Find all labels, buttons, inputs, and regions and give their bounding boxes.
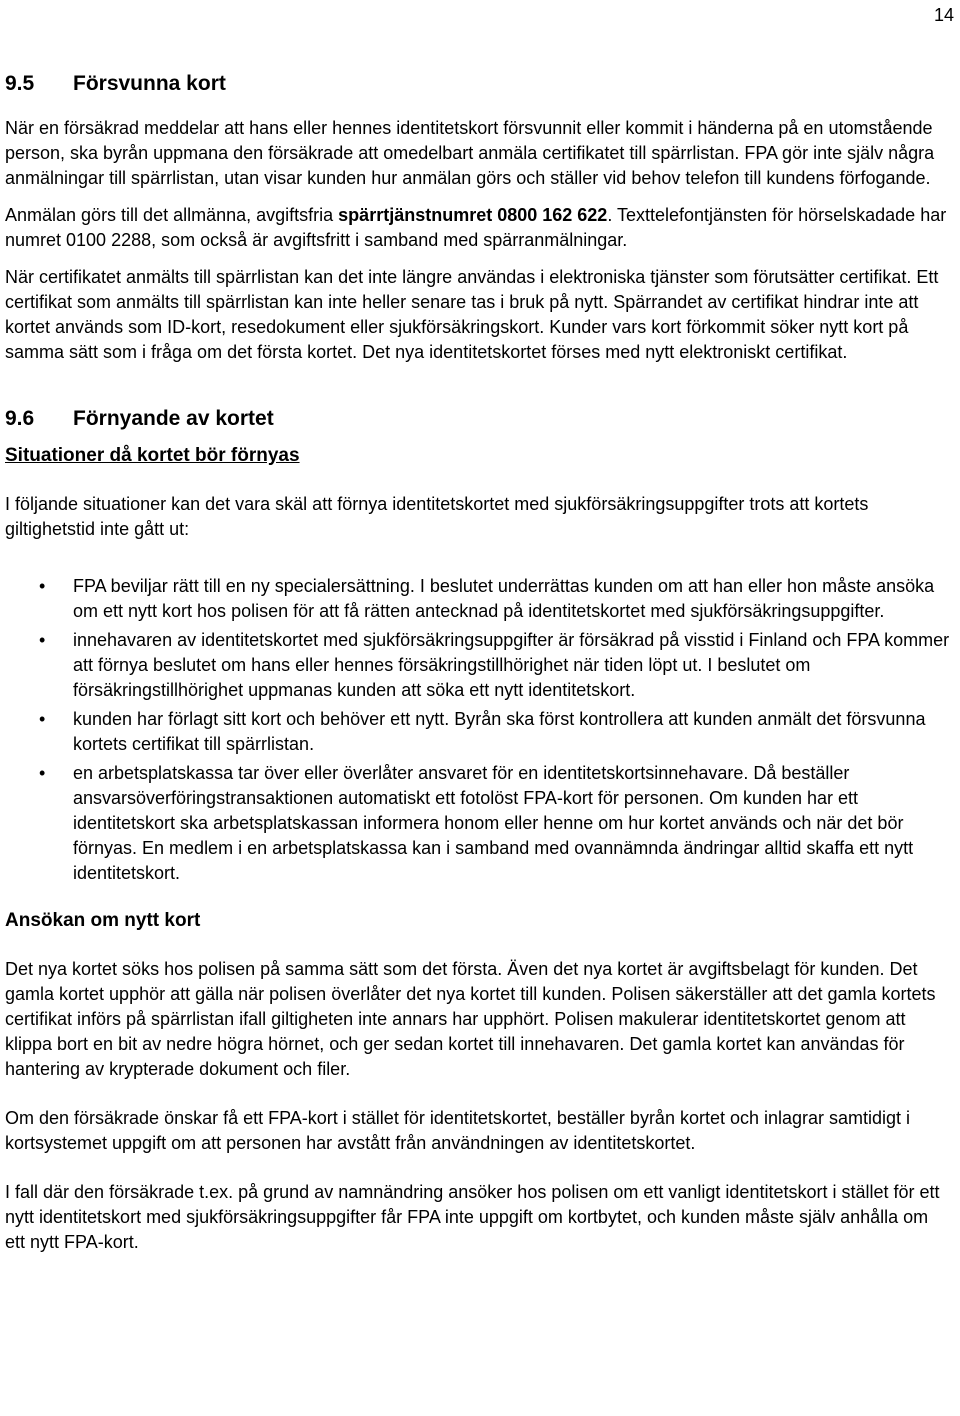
- list-item: • en arbetsplatskassa tar över eller överlåter ansvaret för en identitetskortsinnehavare. Då beställer ansvarsöverföringstransaktionen automatiskt ett fotolöst FPA-kort för personen. Om kunden har ett identitetskort ska arbetsplatskassan informera honom eller henne om hur kortet används och när det bör förnyas. En medlem i en arbetsplatskassa kan i samband med ovannämnda ändringar alltid skaffa ett nytt identitetskort.: [39, 763, 914, 883]
- paragraph-report-number: [5, 203, 953, 253]
- section-number: 9.6: [5, 407, 35, 430]
- paragraph-lost-card: När en försäkrad meddelar att hans eller hennes identitetskort försvunnit eller kommit i händerna på en utomstående person, ska byrån uppmana den försäkrade att omedelbart anmäla certifikatet till spärrlistan. FPA gör inte själv några anmälningar till spärrlistan, utan visar kunden hur anmälan görs och ställer vid behov telefon till kundens förfogande.: [5, 118, 935, 188]
- report-text-pre: Anmälan görs till det allmänna, avgiftsfria: [5, 205, 339, 225]
- list-item: • kunden har förlagt sitt kort och behöver ett nytt. Byrån ska först kontrollera att kunden anmält det försvunna kortets certifikat till spärrlistan.: [39, 709, 926, 754]
- bullet-icon: •: [39, 709, 46, 729]
- section-title: Förnyande av kortet: [73, 407, 274, 430]
- section-heading-9-5: [5, 70, 953, 98]
- document-body: [5, 70, 953, 1255]
- paragraph-new-card-application: Det nya kortet söks hos polisen på samma sätt som det första. Även det nya kortet är avgiftsbelagt för kunden. Det gamla kortet upphör att gälla när polisen överlåter det nya kortet till kunden. Polisen säkerställer att det gamla kortets certifikat införs på spärrlistan ifall giltigheten inte annars har upphört. Polisen makulerar identitetskortet genom att klippa bort en bit av nedre högra hörnet, och ger sedan kortet till innehavaren. Det gamla kortet kan användas för hantering av krypterade dokument och filer.: [5, 959, 936, 1079]
- subheading-renewal-situations: Situationer då kortet bör förnyas: [5, 445, 300, 466]
- list-item: • innehavaren av identitetskortet med sjukförsäkringsuppgifter är försäkrad på visstid i Finland och FPA kommer att förnya beslutet om hans eller hennes försäkringstillhörighet när tiden löpt ut. I beslutet om försäkringstillhörighet uppmanas kunden att söka ett nytt identitetskort.: [39, 630, 950, 700]
- renewal-reasons-list: [5, 574, 953, 886]
- page-number: 14: [934, 5, 955, 25]
- report-text-post: . Texttelefontjänsten för hörselskadade har numret 0100 2288, som också är avgiftsfritt i samband med spärranmälningar.: [5, 205, 947, 250]
- paragraph-name-change: I fall där den försäkrade t.ex. på grund av namnändring ansöker hos polisen om ett vanligt identitetskort i stället för ett nytt identitetskort med sjukförsäkringsuppgifter får FPA inte uppgift om kortbytet, och kunden måste själv anhålla om ett nytt FPA-kort.: [5, 1182, 940, 1252]
- paragraph-renewal-intro: I följande situationer kan det vara skäl att förnya identitetskortet med sjukförsäkringsuppgifter trots att kortets giltighetstid inte gått ut:: [5, 494, 869, 539]
- subheading-new-card-application: Ansökan om nytt kort: [5, 910, 201, 931]
- section-number: 9.5: [5, 72, 35, 95]
- bullet-icon: •: [39, 576, 46, 596]
- bullet-icon: •: [39, 630, 46, 650]
- block-service-number: spärrtjänstnumret 0800 162 622: [338, 205, 608, 225]
- paragraph-fpa-card: Om den försäkrade önskar få ett FPA-kort i stället för identitetskortet, beställer byrån kortet och inlagrar samtidigt i kortsystemet uppgift om att personen har avstått från användningen av identitetskortet.: [5, 1108, 911, 1153]
- bullet-icon: •: [39, 763, 46, 783]
- section-title: Försvunna kort: [73, 72, 226, 95]
- section-heading-9-6: [5, 405, 953, 433]
- paragraph-certificate-blocked: När certifikatet anmälts till spärrlistan kan det inte längre användas i elektroniska tjänster som förutsätter certifikat. Ett certifikat som anmälts till spärrlistan kan inte heller senare tas i bruk på nytt. Spärrandet av certifikat hindrar inte att kortet används som ID-kort, resedokument eller sjukförsäkringskort. Kunder vars kort förkommit söker nytt kort på samma sätt som i fråga om det första kortet. Det nya identitetskortet förses med nytt elektroniskt certifikat.: [5, 267, 939, 362]
- list-item: • FPA beviljar rätt till en ny specialersättning. I beslutet underrättas kunden om att han eller hon måste ansöka om ett nytt kort hos polisen för att få rätten antecknad på identitetskortet med sjukförsäkringsuppgifter.: [39, 576, 935, 621]
